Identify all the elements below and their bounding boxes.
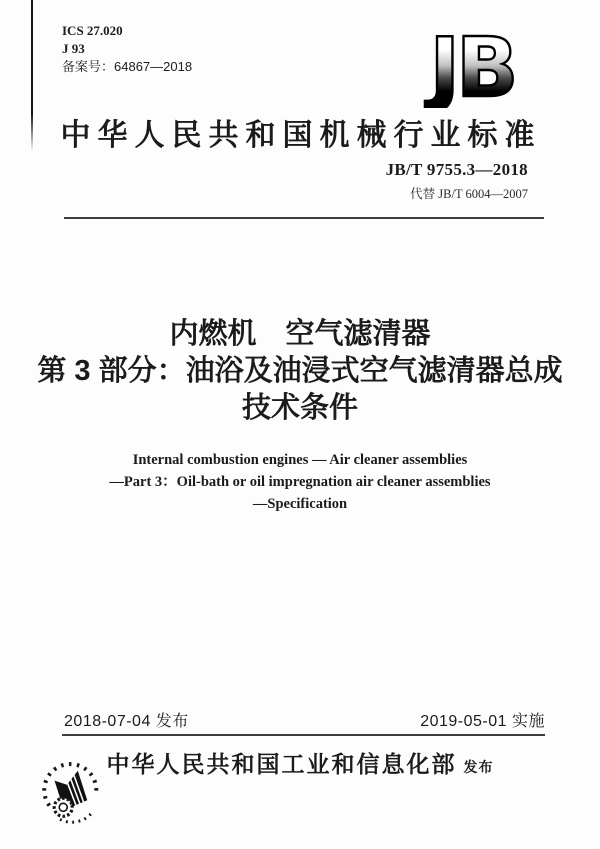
- issuer-action: 发布: [463, 759, 494, 775]
- title-en-line3: —Specification: [252, 496, 348, 512]
- jb-logo-text: JB: [429, 26, 515, 108]
- title-zh-line1: 内燃机 空气滤清器: [169, 318, 431, 350]
- jb-logo: [408, 26, 538, 108]
- issuer-name: 中华人民共和国工业和信息化部: [106, 751, 457, 777]
- date-row: [64, 708, 545, 731]
- title-zh-line2: 第 3 部分：油浴及油浸式空气滤清器总成: [37, 355, 563, 387]
- record-number: 备案号：64867—2018: [62, 59, 193, 74]
- jb-logo-icon: [408, 26, 538, 108]
- title-en-line1: Internal combustion engines — Air cleaner assemblies: [132, 452, 468, 468]
- document-title-zh: [0, 316, 600, 427]
- title-en-line2: —Part 3：Oil-bath or oil impregnation air cleaner assemblies: [109, 474, 491, 490]
- scan-edge-artifact: [31, 0, 33, 152]
- standard-type-title: 中华人民共和国机械行业标准: [60, 119, 542, 152]
- header-rule: [64, 217, 544, 219]
- ministry-seal-icon: [38, 758, 104, 828]
- title-zh-line3: 技术条件: [241, 392, 358, 424]
- ics-block: [62, 22, 192, 76]
- replaces-note: 代替 JB/T 6004—2007: [410, 187, 528, 201]
- implementation-date: 2019-05-01 实施: [420, 713, 545, 730]
- classification-code: J 93: [62, 41, 85, 56]
- ics-code: ICS 27.020: [62, 23, 123, 38]
- document-title-en: [0, 449, 600, 515]
- standard-number: JB/T 9755.3—2018: [385, 160, 528, 179]
- issue-date: 2018-07-04 发布: [64, 713, 189, 730]
- footer-rule: [62, 734, 545, 736]
